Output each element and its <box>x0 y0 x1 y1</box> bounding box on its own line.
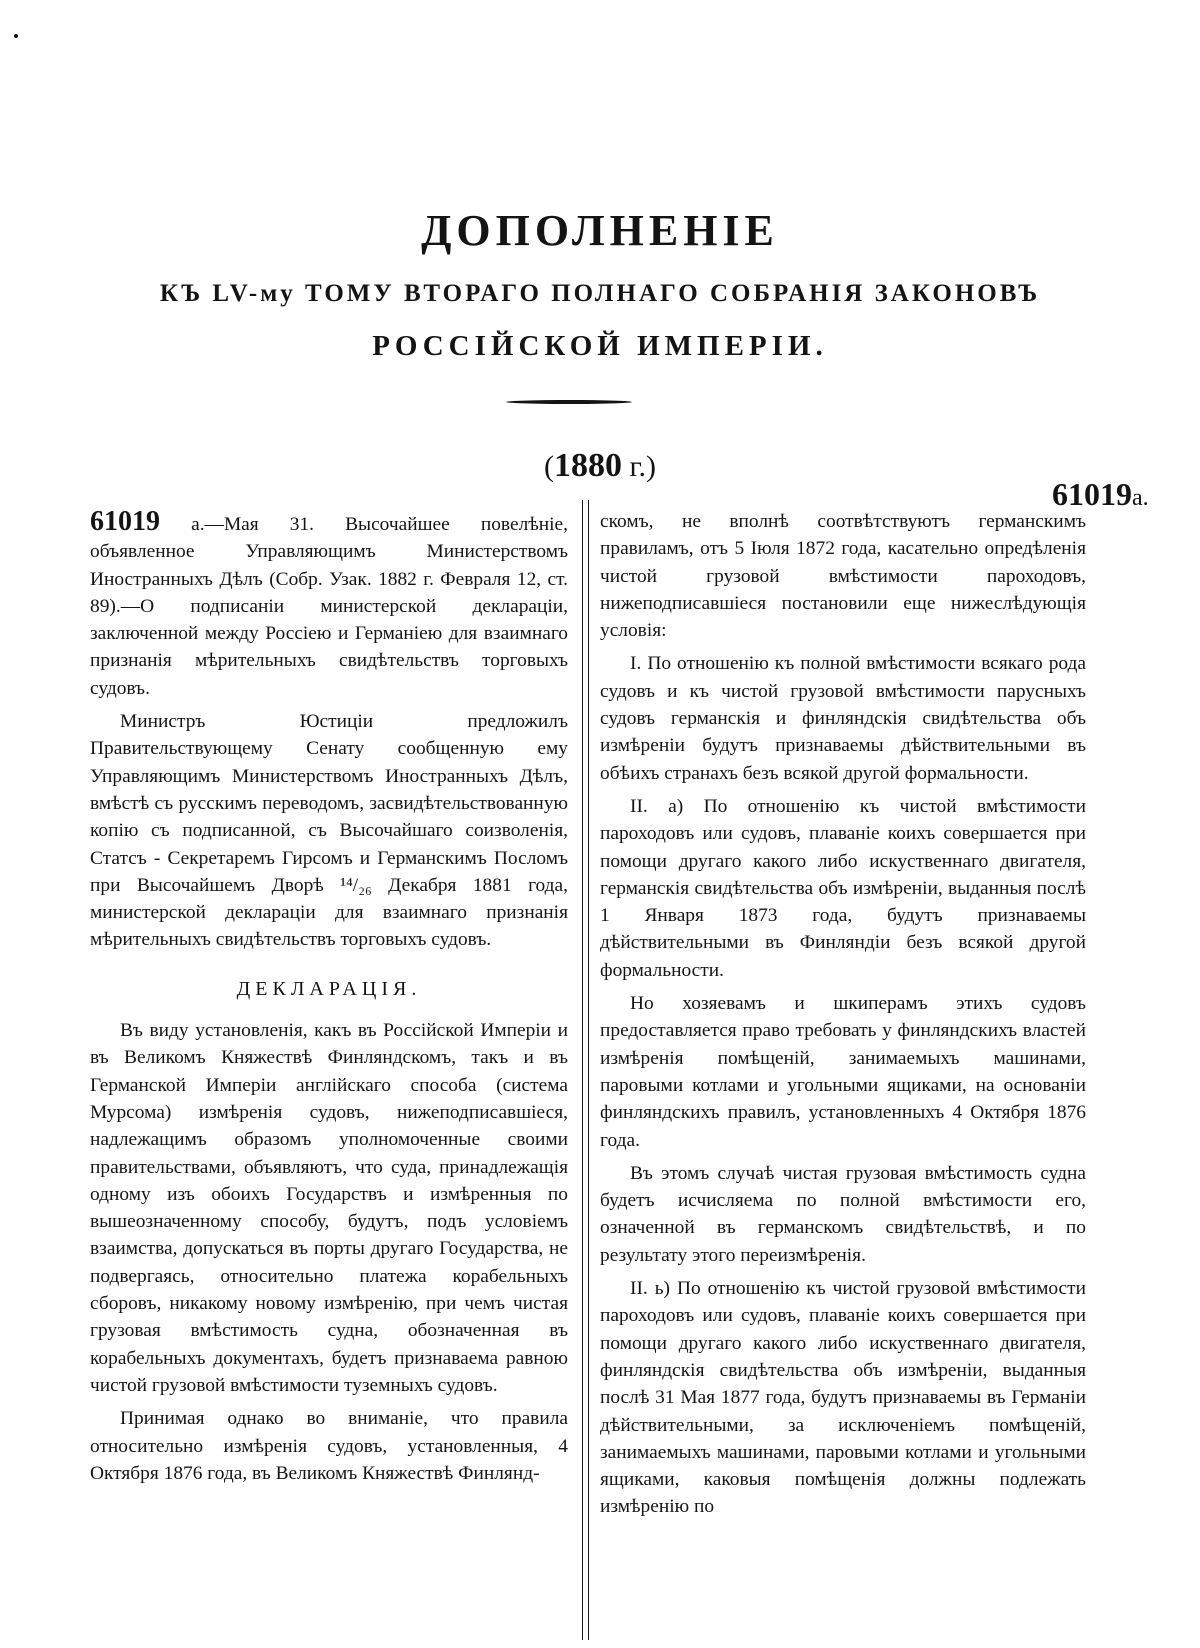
paragraph: скомъ, не вполнѣ соотвѣтствуютъ германскимъ правиламъ, отъ 5 Іюля 1872 года, касательно опредѣленія чистой грузовой вмѣстимости пароходовъ, нижеподписавшіеся постановили еще нижеслѣдующія условія: <box>600 511 1086 642</box>
margin-number: 61019 <box>1052 476 1132 512</box>
paragraph: Въ виду установленія, какъ въ Россійской Имперіи и въ Великомъ Княжествѣ Финляндскомъ, такъ и въ Германской Имперіи англійскаго способа (система Мурсома) измѣренія судовъ, нижеподписавшіеся, надлежащимъ образомъ уполномоченные своими правительствами, объявляютъ, что суда, принадлежащія одному изъ обоихъ Государствъ и измѣренныя по вышеозначенному способу, будутъ, подъ условіемъ взаимства, допускаться въ порты другаго Государства, не подвергаясь, относительно платежа корабельныхъ сборовъ, никакому новому измѣренію, при чемъ чистая грузовая вмѣстимость судна, обозначенная въ корабельныхъ документахъ, будетъ признаваема равною чистой грузовой вмѣстимости туземныхъ судовъ. <box>90 1020 568 1396</box>
paragraph: I. По отношенію къ полной вмѣстимости всякаго рода судовъ и къ чистой грузовой вмѣстимости парусныхъ судовъ германскія и финляндскія свидѣтельства объ измѣреніи будутъ признаваемы дѣйствительными въ обѣихъ странахъ безъ всякой другой формальности. <box>600 653 1086 784</box>
year-open-paren: ( <box>544 450 555 483</box>
entry-head-text: а.—Мая 31. Высочайшее повелѣніе, объявленное Управляющимъ Министерствомъ Иностранныхъ Дѣлъ (Собр. Узак. 1882 г. Февраля 12, ст. 89).—О подписаніи министерской декларацiи, заключенной между Россiею и Германiею для взаимнаго признанія мѣрительныхъ свидѣтельствъ торговыхъ судовъ. <box>90 514 568 699</box>
left-column <box>90 508 568 1487</box>
paragraph: II. а) По отношенію къ чистой вмѣстимости пароходовъ или судовъ, плаваніе коихъ совершается при помощи другаго какого либо искуственнаго двигателя, германскія свидѣтельства объ измѣреніи, выданныя послѣ 1 Января 1873 года, будутъ признаваемы дѣйствительными въ Финляндіи безъ всякой другой формальности. <box>600 795 1086 981</box>
column-divider <box>582 500 589 1640</box>
ink-speck <box>14 34 18 38</box>
page-subtitle-line1: КЪ LV-му ТОМУ ВТОРАГО ПОЛНАГО СОБРАНІЯ ЗАКОНОВЪ <box>159 280 1041 307</box>
entry-header <box>90 508 568 702</box>
year-number: 1880 <box>554 447 623 484</box>
page-title: ДОПОЛНЕНІЕ <box>421 206 779 255</box>
margin-number-suffix: а. <box>1132 485 1149 511</box>
declaration-heading: ДЕКЛАРАЦІЯ. <box>236 977 422 1000</box>
page-subtitle-line2: РОССІЙСКОЙ ИМПЕРІИ. <box>372 330 828 362</box>
paragraph: Министръ Юстиціи предложилъ Правительствующему Сенату сообщенную ему Управляющимъ Министерствомъ Иностранныхъ Дѣлъ, вмѣстѣ съ русскимъ переводомъ, засвидѣтельствованную копію съ подписанной, съ Высочайшаго соизволенія, Статсъ - Секретаремъ Гирсомъ и Германскимъ Посломъ при Высочайшемъ Дворѣ ¹⁴/₂₆ Декабря 1881 года, министерской декларацiи для взаимнаго признанія мѣрительныхъ свидѣтельствъ торговыхъ судовъ. <box>90 711 568 951</box>
right-column <box>600 508 1086 1521</box>
year-heading <box>0 447 1200 485</box>
year-suffix: г.) <box>629 450 656 483</box>
entry-number: 61019 <box>90 506 160 537</box>
paragraph: Но хозяевамъ и шкиперамъ этихъ судовъ предоставляется право требовать у финляндскихъ властей измѣренія помѣщеній, занимаемыхъ машинами, паровыми котлами и угольными ящиками, на основаніи финляндскихъ правилъ, установленныхъ 4 Октября 1876 года. <box>600 993 1086 1151</box>
paragraph: Въ этомъ случаѣ чистая грузовая вмѣстимость судна будетъ исчисляема по полной вмѣстимости его, означенной въ германскомъ свидѣтельствѣ, и по результату этого переизмѣренія. <box>600 1162 1086 1266</box>
paragraph: Принимая однако во вниманіе, что правила относительно измѣренія судовъ, установленныя, 4 Октября 1876 года, въ Великомъ Княжествѣ Финлянд- <box>90 1408 568 1484</box>
title-rule <box>506 400 632 404</box>
paragraph: II. ь) По отношенію къ чистой грузовой вмѣстимости пароходовъ или судовъ, плаваніе коихъ совершается при помощи другаго какого либо искуственнаго двигателя, финляндскія свидѣтельства объ измѣреніи, выданныя послѣ 31 Мая 1877 года, будутъ признаваемы въ Германіи дѣйствительными, за исключеніемъ помѣщеній, занимаемыхъ машинами, паровыми котлами и угольными ящиками, каковыя помѣщенія должны подлежать измѣренію по <box>600 1278 1086 1518</box>
